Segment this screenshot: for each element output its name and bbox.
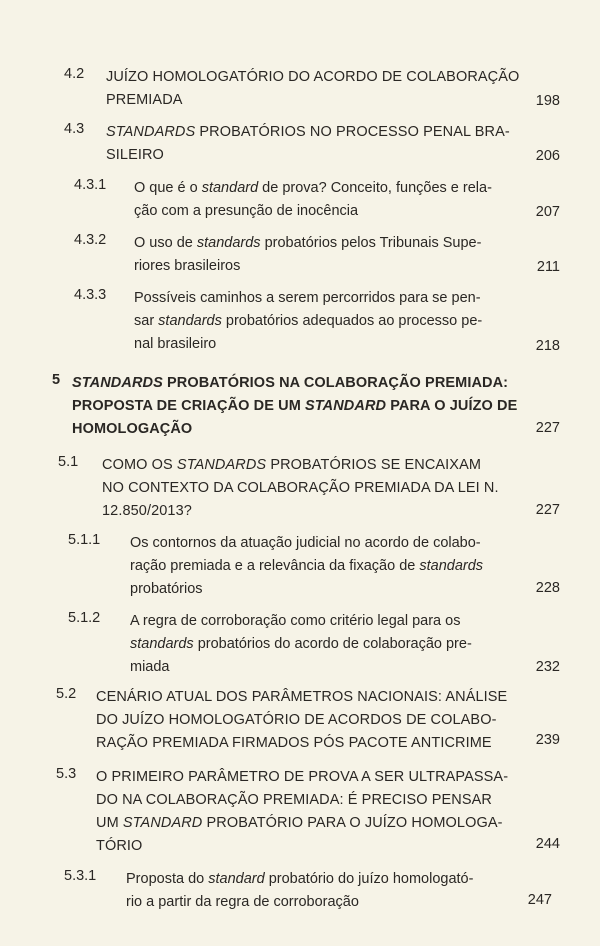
toc-page-number: 244 <box>535 836 560 852</box>
toc-number: 4.3.2 <box>74 232 107 248</box>
toc-title: Os contornos da atuação judicial no acordo de colabo- ração premiada e a relevância da fixação de standards probatórios <box>130 535 484 597</box>
toc-page-number: 211 <box>536 259 560 275</box>
toc-page-number: 206 <box>535 148 560 164</box>
toc-page-number: 228 <box>535 580 560 596</box>
toc-title: COMO OS STANDARDS PROBATÓRIOS SE ENCAIXAM NO CONTEXTO DA COLABORAÇÃO PREMIADA DA LEI N. 12.850/2013? <box>102 457 499 519</box>
toc-page-number: 198 <box>535 93 560 109</box>
toc-number: 4.3.1 <box>74 177 107 193</box>
toc-number: 5 <box>52 372 61 388</box>
toc-number: 5.1.2 <box>68 610 101 626</box>
toc-title: O que é o standard de prova? Conceito, funções e rela- ção com a presunção de inocência <box>134 180 492 219</box>
toc-number: 5.3.1 <box>64 868 97 884</box>
toc-title: CENÁRIO ATUAL DOS PARÂMETROS NACIONAIS: ANÁLISE DO JUÍZO HOMOLOGATÓRIO DE ACORDOS DE COLABO- RAÇÃO PREMIADA FIRMADOS PÓS PACOTE ANTICRIME <box>96 689 508 751</box>
toc-number: 4.3 <box>64 121 85 137</box>
toc-title: O PRIMEIRO PARÂMETRO DE PROVA A SER ULTRAPASSA- DO NA COLABORAÇÃO PREMIADA: É PRECISO PENSAR UM STANDARD PROBATÓRIO PARA O JUÍZO HOMOLOGA- TÓRIO <box>96 769 509 854</box>
toc-title: A regra de corroboração como critério legal para os standards probatórios do acordo de colaboração pre- miada <box>130 613 472 675</box>
toc-page-number: 218 <box>535 338 560 354</box>
toc-number: 5.3 <box>56 766 77 782</box>
toc-title: STANDARDS PROBATÓRIOS NA COLABORAÇÃO PREMIADA: PROPOSTA DE CRIAÇÃO DE UM STANDARD PARA O JUÍZO DE HOMOLOGAÇÃO <box>72 375 518 437</box>
toc-number: 5.1 <box>58 454 79 470</box>
toc-number: 5.1.1 <box>68 532 101 548</box>
toc-title: Proposta do standard probatório do juízo homologató- rio a partir da regra de corroboração <box>126 871 474 910</box>
toc-page-number: 207 <box>535 204 560 220</box>
toc-page-number: 232 <box>535 659 560 675</box>
toc-page-number: 239 <box>535 732 560 748</box>
toc-title: JUÍZO HOMOLOGATÓRIO DO ACORDO DE COLABORAÇÃO PREMIADA <box>106 69 520 108</box>
toc-number: 4.2 <box>64 66 85 82</box>
toc-page-number: 227 <box>535 502 560 518</box>
toc-title: STANDARDS PROBATÓRIOS NO PROCESSO PENAL BRA- SILEIRO <box>106 124 510 163</box>
toc-title: O uso de standards probatórios pelos Tribunais Supe- riores brasileiros <box>134 235 482 274</box>
toc-number: 5.2 <box>56 686 77 702</box>
toc-title: Possíveis caminhos a serem percorridos para se pen- sar standards probatórios adequados ao processo pe- nal brasileiro <box>134 290 483 352</box>
toc-page-number: 247 <box>527 892 552 908</box>
toc-number: 4.3.3 <box>74 287 107 303</box>
toc-page-number: 227 <box>535 420 560 436</box>
